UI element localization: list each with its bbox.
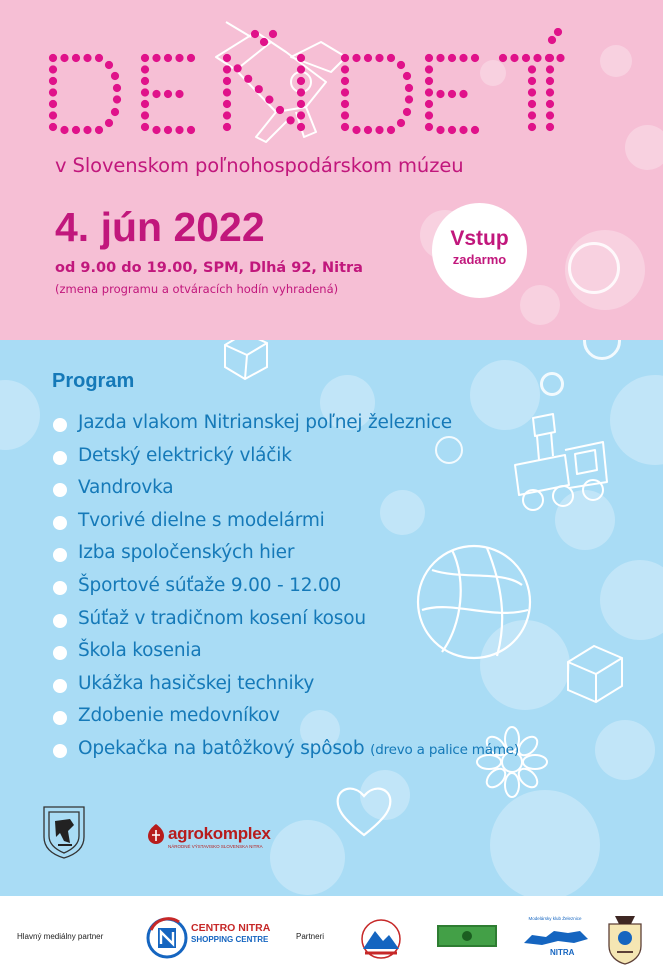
bubble-decoration: [625, 125, 663, 170]
ring-decoration: [583, 340, 621, 360]
list-item: Športové súťaže 9.00 - 12.00: [52, 575, 519, 608]
bubble-decoration: [600, 45, 632, 77]
list-item: Jazda vlakom Nitrianskej poľnej železnice: [52, 412, 519, 445]
list-item: Opekačka na batôžkový spôsob (drevo a palice máme): [52, 738, 519, 771]
partner-logo: [437, 925, 497, 947]
nitra-text: NITRA: [550, 948, 575, 957]
bubble-decoration: [595, 720, 655, 780]
agrokomplex-name: agrokomplex: [168, 824, 271, 843]
partner-logo: [605, 910, 645, 966]
bubble-decoration: [600, 560, 663, 640]
event-hours: od 9.00 do 19.00, SPM, Dlhá 92, Nitra: [55, 260, 363, 276]
centro-name: CENTRO NITRA: [191, 922, 271, 934]
list-item: Zdobenie medovníkov: [52, 705, 519, 738]
list-item: Izba spoločenských hier: [52, 542, 519, 575]
program-section: [0, 340, 663, 896]
bubble-decoration: [490, 790, 600, 896]
list-item: Vandrovka: [52, 477, 519, 510]
train-icon: [505, 410, 615, 520]
centro-subtitle: SHOPPING CENTRE: [191, 935, 269, 944]
partner-logo: [522, 925, 590, 949]
program-list: [52, 412, 519, 771]
program-title: Program: [52, 370, 135, 392]
bullet-icon: [53, 451, 67, 465]
bubble-decoration: [0, 380, 40, 450]
page-title-graphic: [45, 28, 565, 148]
bullet-icon: [53, 744, 67, 758]
centro-nitra-logo: [145, 914, 270, 964]
bullet-icon: [53, 418, 67, 432]
entry-line1: Vstup: [450, 227, 509, 250]
bubble-decoration: [610, 375, 663, 465]
free-entry-badge: [432, 203, 527, 298]
list-item: Tvorivé dielne s modelármi: [52, 510, 519, 543]
event-note: (zmena programu a otváracích hodín vyhradená): [55, 282, 339, 296]
media-partner-label: Hlavný mediálny partner: [17, 932, 104, 941]
bullet-icon: [53, 614, 67, 628]
event-date: 4. jún 2022: [55, 204, 265, 250]
club-text: Modelársky klub Železnice: [528, 916, 582, 921]
agrokomplex-subtitle: NÁRODNÉ VÝSTAVISKO SLOVENSKA NITRA: [168, 844, 263, 849]
cube-icon: [215, 340, 275, 385]
bullet-icon: [53, 679, 67, 693]
centro-emblem-icon: [145, 916, 189, 960]
bullet-icon: [53, 581, 67, 595]
bullet-icon: [53, 548, 67, 562]
partners-label: Partneri: [296, 932, 325, 941]
subtitle: v Slovenskom poľnohospodárskom múzeu: [55, 154, 464, 177]
bullet-icon: [53, 516, 67, 530]
ring-decoration: [568, 242, 620, 294]
heart-icon: [332, 780, 397, 840]
cube-icon: [560, 640, 630, 710]
entry-line2: zadarmo: [452, 252, 507, 267]
bullet-icon: [53, 483, 67, 497]
header-section: [0, 0, 663, 340]
museum-logo: [40, 801, 88, 859]
bullet-icon: [53, 646, 67, 660]
list-item: Ukážka hasičskej techniky: [52, 673, 519, 706]
bubble-decoration: [520, 285, 560, 325]
bullet-icon: [53, 711, 67, 725]
agrokomplex-emblem-icon: [146, 823, 166, 845]
partner-logo: [355, 917, 407, 961]
list-item: Detský elektrický vláčik: [52, 445, 519, 478]
list-item: Škola kosenia: [52, 640, 519, 673]
ring-decoration: [540, 372, 564, 396]
list-item: Súťaž v tradičnom kosení kosou: [52, 608, 519, 641]
